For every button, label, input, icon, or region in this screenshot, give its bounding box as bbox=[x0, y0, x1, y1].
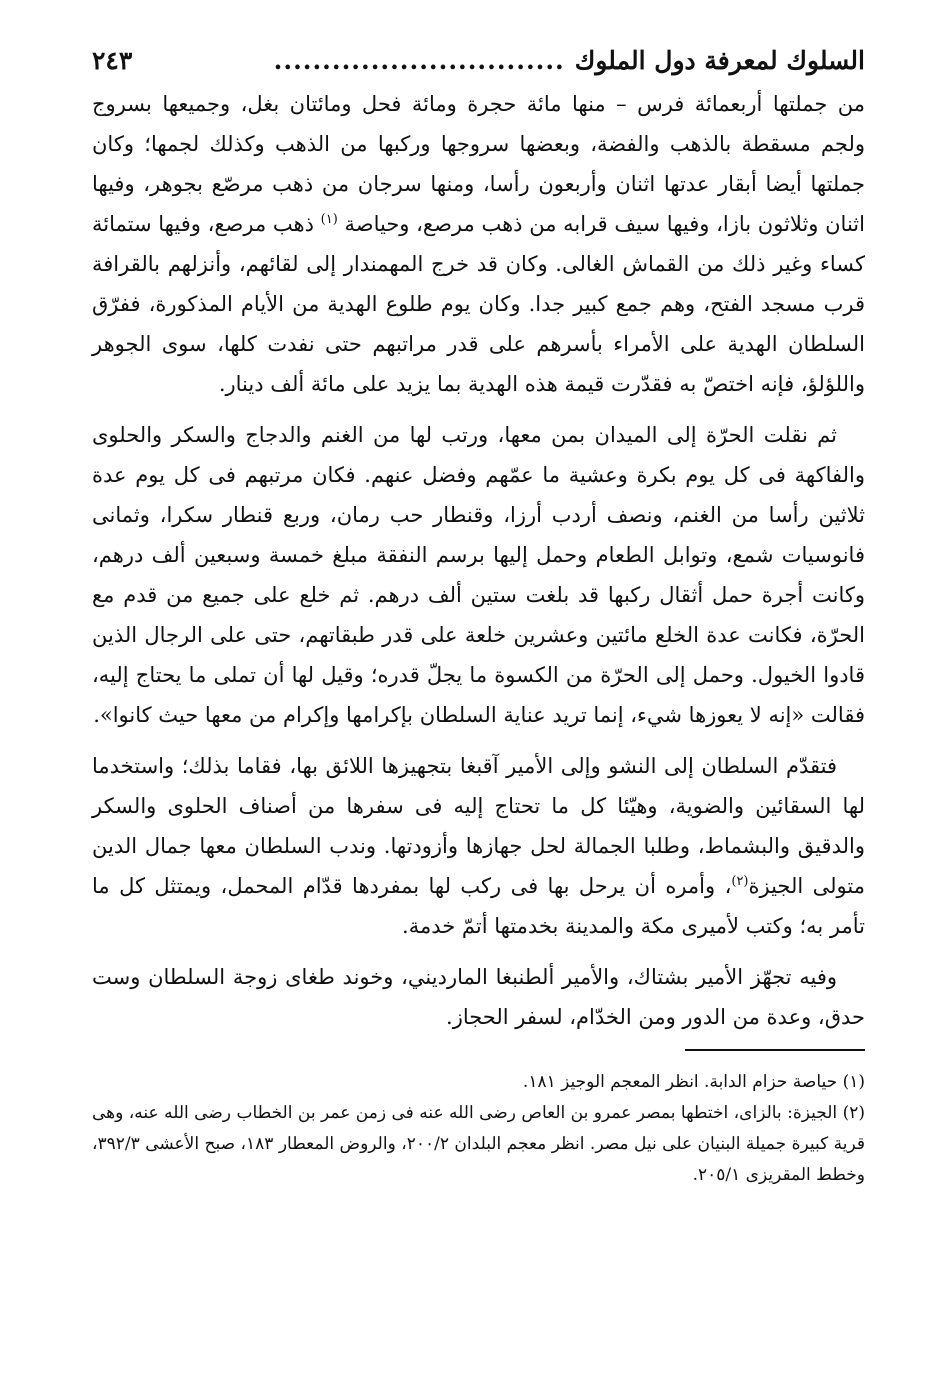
footnote-1-text: حياصة حزام الدابة. انظر المعجم الوجيز ١٨١. bbox=[522, 1072, 838, 1092]
paragraph-1-continued: ذهب مرصع، وفيها ستمائة كساء وغير ذلك من القماش الغالى. وكان قد خرج المهمندار إلى لقائهم، وأنزلهم بالقرافة قرب مسجد الفتح، وهم جمع كبير جدا. وكان يوم طلوع الهدية من الأيام المذكورة، ففرّق السلطان الهدية على الأمراء بأسرهم على قدر مراتبهم حتى نفدت كلها، سوى الجوهر واللؤلؤ، فإنه اختصّ به فقدّرت قيمة هذه الهدية بما يزيد على مائة ألف دينار. bbox=[92, 212, 865, 396]
footnote-2 bbox=[92, 1098, 865, 1191]
footnote-ref-1: (١) bbox=[320, 212, 338, 227]
footnote-1-number: (١) bbox=[842, 1072, 865, 1092]
paragraph-2 bbox=[92, 415, 865, 735]
paragraph-4-text: وفيه تجهّز الأمير بشتاك، والأمير ألطنبغا المارديني، وخوند طغاى زوجة السلطان وست حدق، وعدة من الدور ومن الخدّام، لسفر الحجاز. bbox=[92, 965, 865, 1029]
paragraph-1 bbox=[92, 84, 865, 404]
footnote-ref-2: (٢) bbox=[731, 874, 749, 889]
paragraph-3 bbox=[92, 746, 865, 946]
page-number: ٢٤٣ bbox=[92, 46, 133, 75]
header-leader-dots: .............................. bbox=[273, 46, 565, 75]
book-title: السلوك لمعرفة دول الملوك bbox=[574, 46, 865, 75]
paragraph-2-text: ثم نقلت الحرّة إلى الميدان بمن معها، ورتب لها من الغنم والدجاج والسكر والحلوى والفاكهة فى كل يوم بكرة وعشية ما عمّهم وفضل عنهم. فكان مرتبهم فى كل يوم عدة ثلاثين رأسا من الغنم، ونصف أردب أرزا، وقنطار حب رمان، وربع قنطار سكرا، وثمانى فانوسيات شمع، وتوابل الطعام وحمل إليها برسم النفقة مبلغ خمسة وسبعين ألف درهم، وكانت أجرة حمل أثقال ركبها قد بلغت ستين ألف درهم. ثم خلع على جميع من قدم مع الحرّة، فكانت عدة الخلع مائتين وعشرين خلعة على قدر طبقاتهم، حتى على الرجال الذين قادوا الخيول. وحمل إلى الحرّة من الكسوة ما يجلّ قدره؛ وقيل لها أن تملى ما يحتاج إليه، فقالت «إنه لا يعوزها شيء، إنما تريد عناية السلطان بإكرامها وإكرام من معها حيث كانوا». bbox=[92, 423, 865, 727]
paragraph-3-continued: ، وأمره أن يرحل بها فى ركب لها بمفردها قدّام المحمل، ويمتثل كل ما تأمر به؛ وكتب لأميرى مكة والمدينة بخدمتها أتمّ خدمة. bbox=[92, 874, 865, 938]
paragraph-3-text: فتقدّم السلطان إلى النشو وإلى الأمير آقبغا بتجهيزها اللائق بها، فقاما بذلك؛ واستخدما لها السقائين والضوية، وهيّئا كل ما تحتاج إليه فى سفرها من أصناف الحلوى والسكر والدقيق والبشماط، وطلبا الجمالة لحل جهازها وأزودتها. وندب السلطان معها جمال الدين متولى الجيزة bbox=[92, 754, 865, 898]
paragraph-1-text: من جملتها أربعمائة فرس – منها مائة حجرة ومائة فحل ومائتان بغل، وجميعها بسروج ولجم مسقطة بالذهب والفضة، وبعضها سروجها وركبها من الذهب وكذلك لجمها؛ وكان جملتها أيضا أبقار عدتها اثنان وأربعون رأسا، ومنها سرجان من ذهب مرصّع بجوهر، وفيها اثنان وثلاثون بازا، وفيها سيف قرابه من ذهب مرصع، وحياصة bbox=[92, 92, 865, 236]
paragraph-4 bbox=[92, 957, 865, 1037]
footnote-2-number: (٢) bbox=[842, 1103, 865, 1123]
footnote-1 bbox=[92, 1067, 865, 1098]
footnote-divider bbox=[685, 1049, 865, 1051]
running-header bbox=[92, 40, 865, 82]
footnote-2-text: الجيزة: بالزاى، اختطها بمصر عمرو بن العاص رضى الله عنه فى زمن عمر بن الخطاب رضى الله عنه، وهى قرية كبيرة جميلة البنيان على نيل مصر. انظر معجم البلدان ٢٠٠/٢، والروض المعطار ١٨٣، صبح الأعشى ٣٩٢/٣، وخطط المقريزى ٢٠٥/١. bbox=[92, 1103, 865, 1185]
